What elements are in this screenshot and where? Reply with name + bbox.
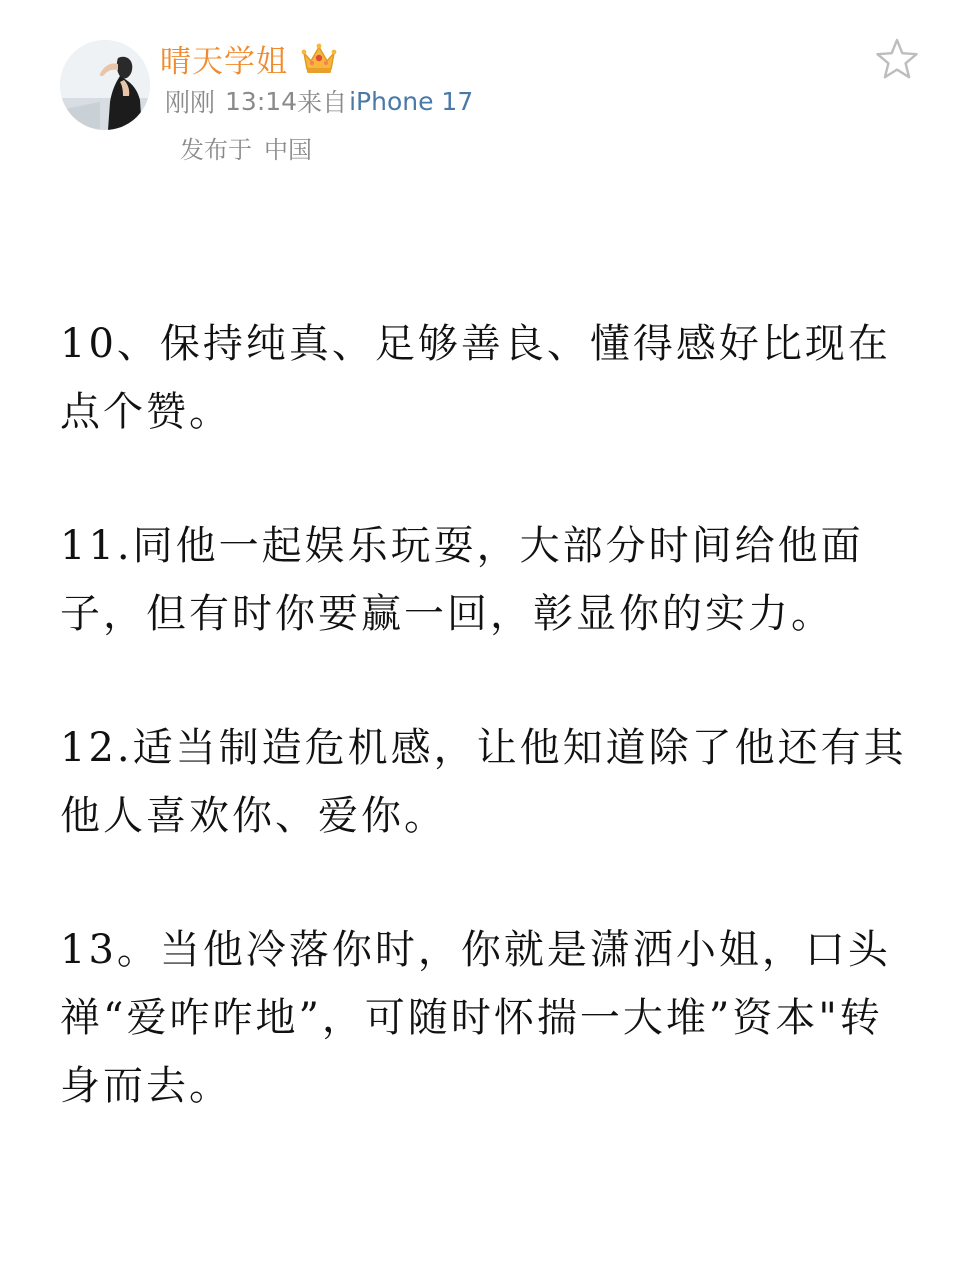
post-paragraph: 12.适当制造危机感，让他知道除了他还有其他人喜欢你、爱你。	[60, 725, 907, 839]
device-link[interactable]: iPhone 17	[349, 86, 474, 116]
post-header	[0, 0, 960, 190]
post-paragraph: 13。当他冷落你时，你就是潇洒小姐，口头禅“爱咋咋地”，可随时怀揣一大堆”资本"转身而去。	[60, 927, 891, 1109]
avatar-photo	[60, 40, 150, 130]
relative-time: 刚刚	[165, 88, 216, 117]
location-country: 中国	[264, 135, 312, 164]
post-paragraph: 11.同他一起娱乐玩耍，大部分时间给他面子，但有时你要赢一回，彰显你的实力。	[60, 523, 864, 637]
username[interactable]: 晴天学姐	[160, 43, 288, 80]
post-body	[60, 310, 910, 1186]
star-outline-icon[interactable]	[874, 36, 920, 82]
username-row	[160, 36, 338, 80]
post-meta	[165, 84, 473, 118]
crown-icon	[300, 41, 338, 75]
avatar[interactable]	[60, 40, 150, 130]
location-label: 发布于	[180, 135, 252, 164]
post-location	[180, 130, 312, 164]
post-paragraph: 10、保持纯真、足够善良、懂得感好比现在点个赞。	[60, 321, 891, 435]
post-time: 13:14	[225, 86, 298, 116]
source-prefix: 来自	[297, 88, 348, 117]
